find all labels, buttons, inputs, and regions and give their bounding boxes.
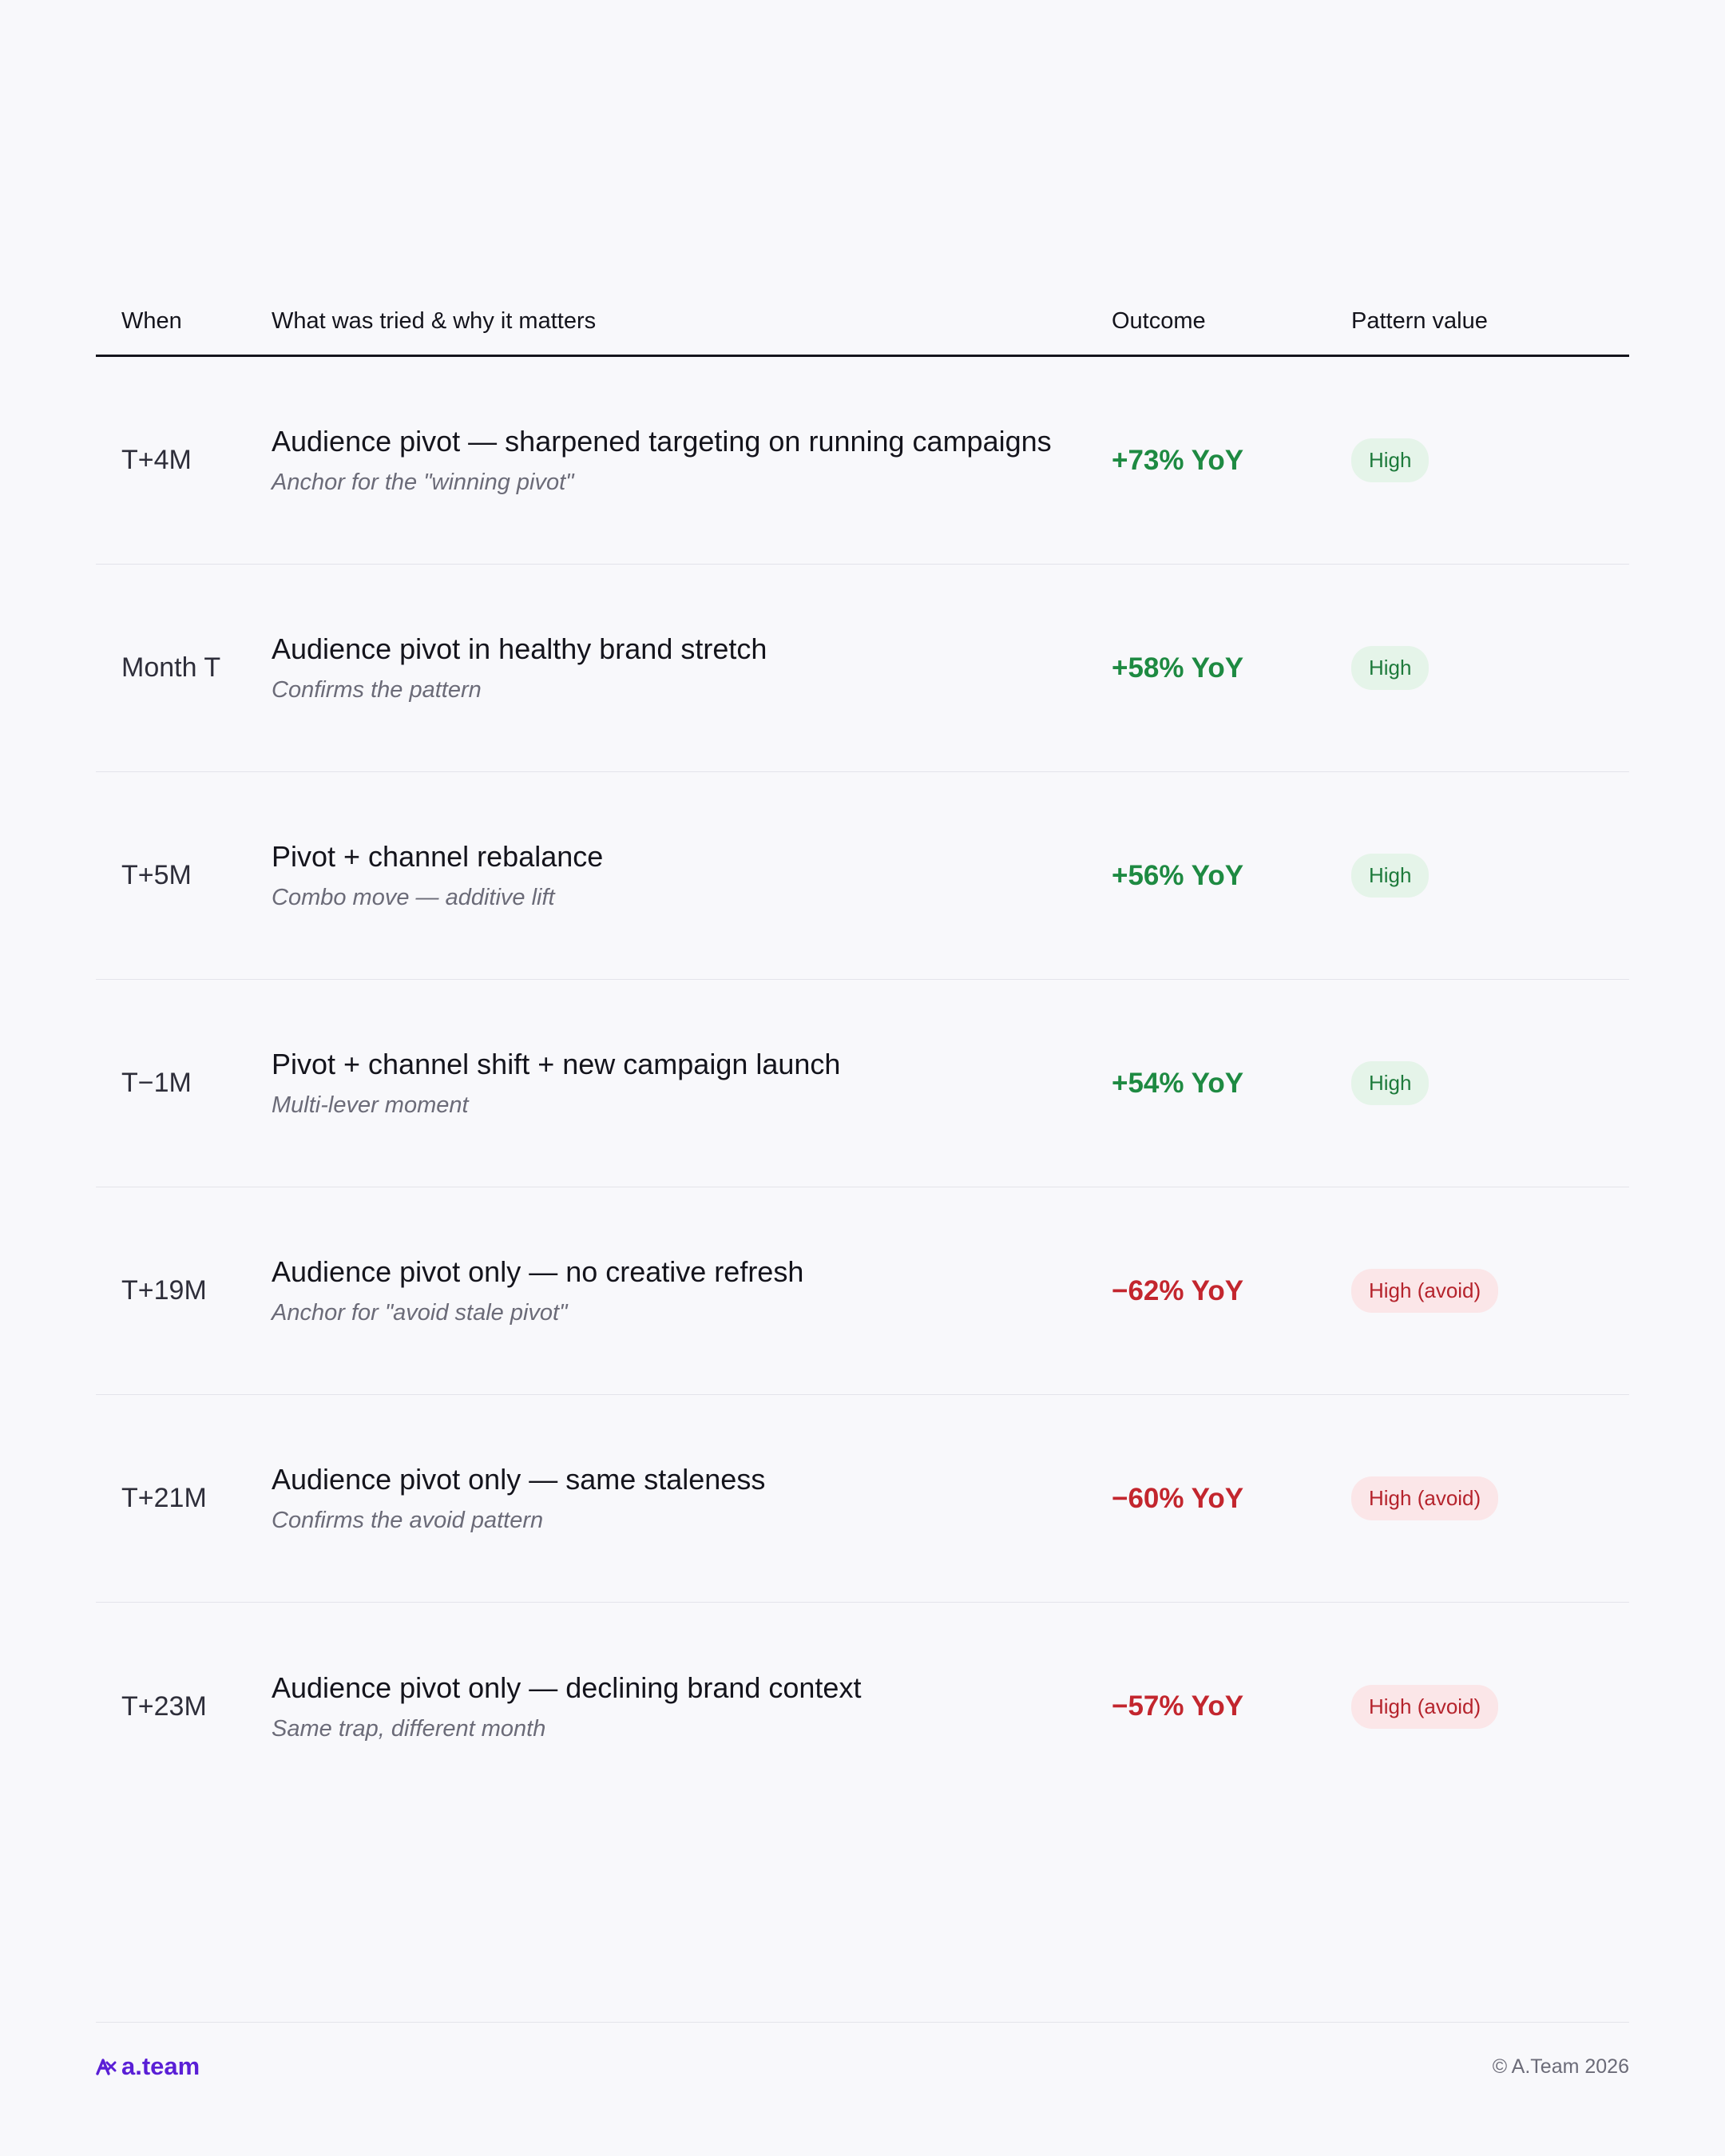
pattern-badge: High: [1351, 1061, 1429, 1105]
table-row: [96, 980, 1629, 1187]
header-pattern: Pattern value: [1351, 307, 1488, 334]
table-row: [96, 565, 1629, 772]
table-row: [96, 772, 1629, 980]
table-row: [96, 357, 1629, 565]
table-row: [96, 1603, 1629, 1810]
row-title: Audience pivot only — declining brand context: [272, 1671, 862, 1704]
row-subtitle: Confirms the pattern: [272, 677, 482, 703]
results-table: [96, 287, 1629, 1810]
row-when: T+4M: [121, 445, 192, 475]
row-subtitle: Confirms the avoid pattern: [272, 1508, 544, 1533]
table-row: [96, 1395, 1629, 1603]
copyright-text: © A.Team 2026: [1492, 2055, 1629, 2078]
row-subtitle: Multi-lever moment: [272, 1092, 469, 1118]
row-subtitle: Same trap, different month: [272, 1715, 546, 1742]
row-outcome: +73% YoY: [1112, 444, 1244, 476]
row-subtitle: Anchor for "avoid stale pivot": [272, 1300, 568, 1326]
pattern-badge: High (avoid): [1351, 1685, 1498, 1729]
row-outcome: −60% YoY: [1112, 1482, 1244, 1514]
row-title: Pivot + channel rebalance: [272, 840, 604, 873]
row-outcome: +54% YoY: [1112, 1067, 1244, 1099]
header-when: When: [121, 307, 182, 334]
header-what: What was tried & why it matters: [272, 307, 597, 334]
brand-logo[interactable]: [96, 2052, 200, 2081]
row-when: T+21M: [121, 1483, 207, 1513]
table-row: [96, 1187, 1629, 1395]
row-when: T+5M: [121, 860, 192, 890]
row-when: T+19M: [121, 1275, 207, 1306]
row-title: Pivot + channel shift + new campaign launch: [272, 1048, 841, 1080]
row-subtitle: Combo move — additive lift: [272, 885, 555, 910]
row-title: Audience pivot in healthy brand stretch: [272, 632, 767, 665]
row-when: T−1M: [121, 1068, 192, 1098]
row-title: Audience pivot only — same staleness: [272, 1463, 766, 1496]
row-when: Month T: [121, 652, 221, 683]
table-header: [96, 287, 1629, 357]
row-outcome: −57% YoY: [1112, 1690, 1244, 1722]
pattern-badge: High (avoid): [1351, 1476, 1498, 1520]
pattern-badge: High: [1351, 438, 1429, 482]
row-outcome: −62% YoY: [1112, 1274, 1244, 1306]
row-title: Audience pivot — sharpened targeting on running campaigns: [272, 425, 1052, 458]
table-body: [96, 357, 1629, 1810]
row-title: Audience pivot only — no creative refresh: [272, 1255, 804, 1288]
pattern-badge: High: [1351, 854, 1429, 898]
row-outcome: +56% YoY: [1112, 859, 1244, 891]
ateam-logo-icon: [96, 2058, 117, 2075]
pattern-badge: High: [1351, 646, 1429, 690]
row-when: T+23M: [121, 1690, 207, 1722]
row-outcome: +58% YoY: [1112, 652, 1244, 684]
footer: [96, 2022, 1629, 2110]
pattern-badge: High (avoid): [1351, 1269, 1498, 1313]
logo-text: a.team: [121, 2052, 200, 2080]
header-outcome: Outcome: [1112, 307, 1206, 334]
row-subtitle: Anchor for the "winning pivot": [272, 470, 574, 495]
